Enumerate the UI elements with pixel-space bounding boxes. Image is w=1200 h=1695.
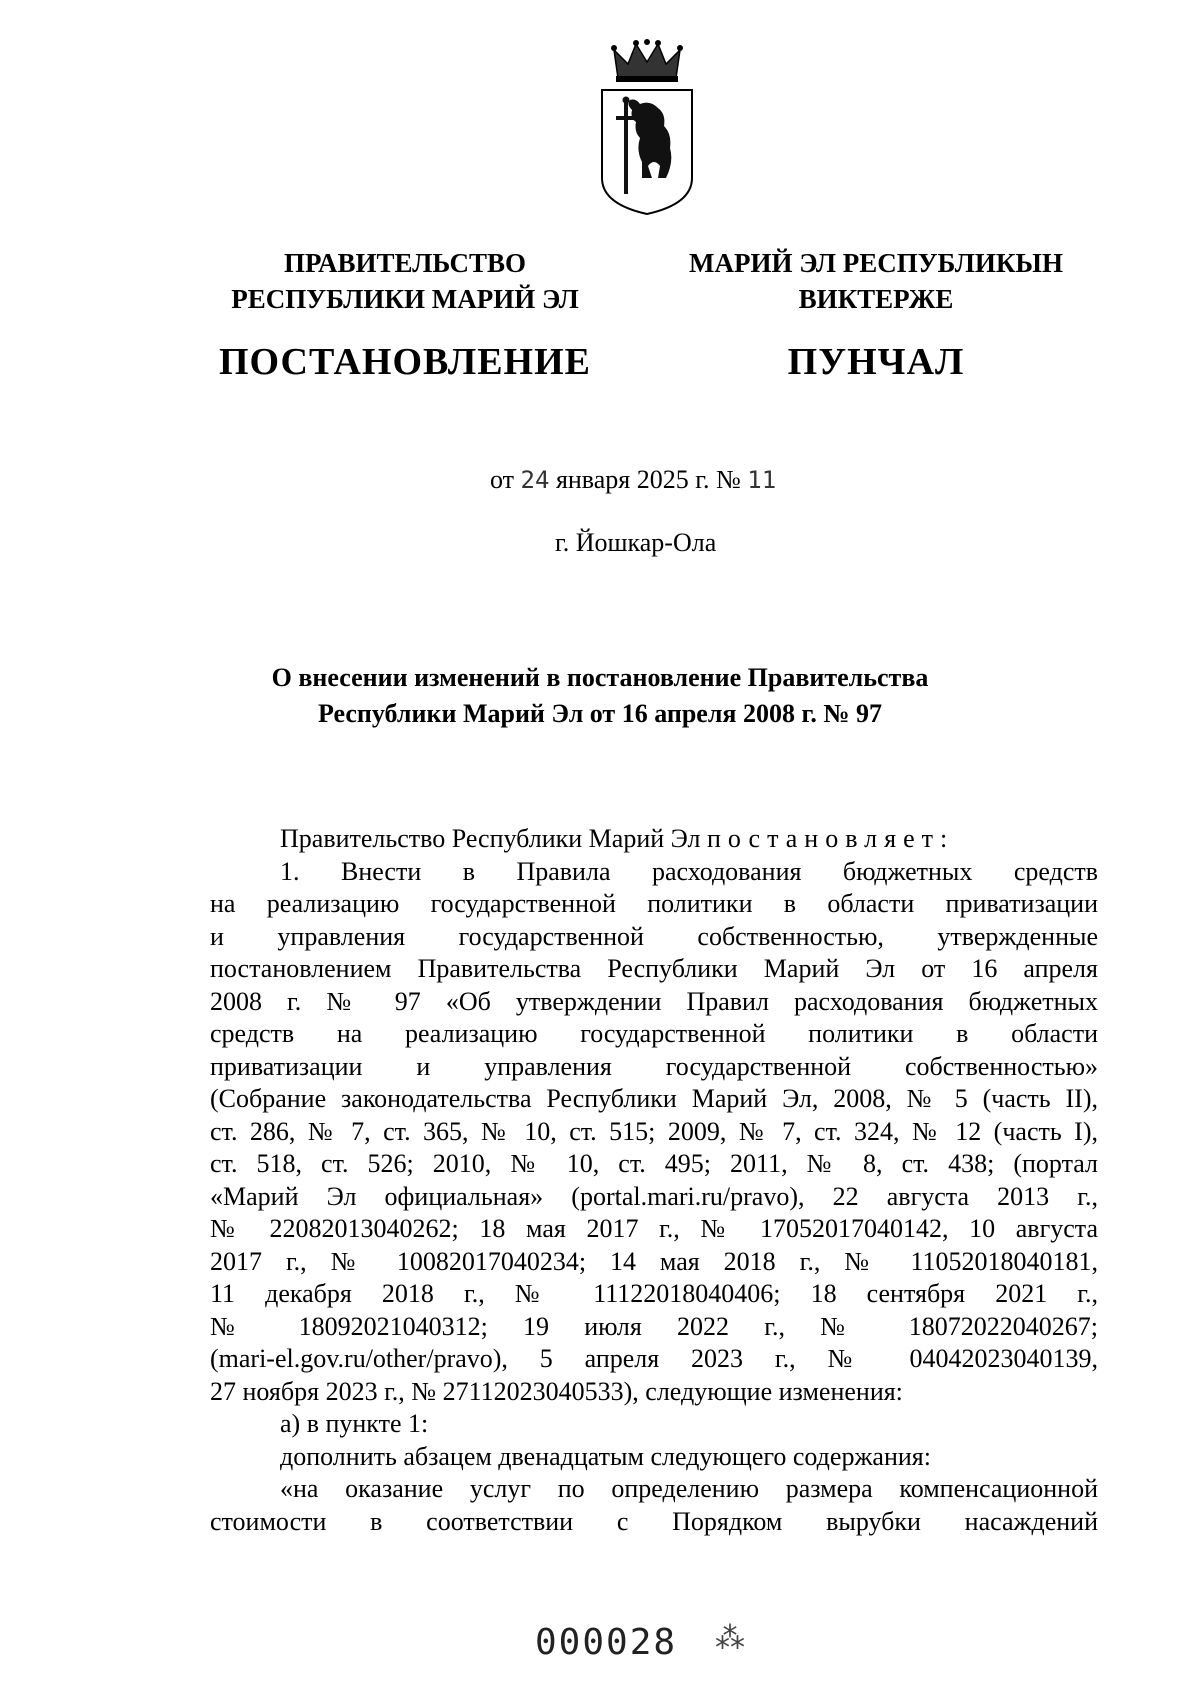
item1-line: на реализацию государственной политики в области приватизации [210,889,1098,918]
item1-line: ст. 518, ст. 526; 2010, № 10, ст. 495; 2011, № 8, ст. 438; (портал [210,1149,1098,1178]
item1-line: (mari-el.gov.ru/other/pravo), 5 апреля 2023 г., № 04042023040139, [210,1344,1098,1373]
intro-text: Правительство Республики Марий Эл [280,824,701,853]
item1-line: № 22082013040262; 18 мая 2017 г., № 17052017040142, 10 августа [210,1214,1098,1243]
title-line1: О внесении изменений в постановление Правительства [271,663,929,692]
document-body [210,823,1098,1538]
add-paragraph-instruction: дополнить абзацем двенадцатым следующего содержания: [280,1441,931,1471]
quote-line: стоимости в соответствии с Порядком вырубки насаждений [210,1506,1098,1536]
header-right-line1: МАРИЙ ЭЛ РЕСПУБЛИКЫН [689,248,1063,278]
coat-of-arms-emblem [596,38,698,218]
header-right [646,245,1106,385]
date-prefix: от [490,465,515,494]
header-right-line2: ВИКТЕРЖЕ [798,284,954,314]
header-right-doc-type: ПУНЧАЛ [787,341,965,383]
item1-line: постановлением Правительства Республики Марий Эл от 16 апреля [210,954,1098,983]
document-number: 11 [747,466,777,494]
item1-line: № 18092021040312; 19 июля 2022 г., № 18072022040267; [210,1311,1098,1341]
date-line [490,465,776,495]
intro-paragraph [210,823,1098,856]
item1-line: и управления государственной собственностью, утвержденные [210,921,1098,951]
item1-line: 1. Внести в Правила расходования бюджетных средств [280,856,1098,886]
date-day: 24 [520,466,550,494]
item1-line: (Собрание законодательства Республики Марий Эл, 2008, № 5 (часть II), [210,1084,1098,1113]
sheet-serial-number: 000028 [535,1622,678,1663]
item1-paragraph [210,856,1098,1409]
header-left-line1: ПРАВИТЕЛЬСТВО [283,248,527,278]
footer-mark: ⁂ [715,1621,745,1656]
item1-line: «Марий Эл официальная» (portal.mari.ru/pravo), 22 августа 2013 г., [210,1181,1098,1211]
item1-line: 27 ноября 2023 г., № 27112023040533), следующие изменения: [210,1376,903,1406]
header-left-doc-type: ПОСТАНОВЛЕНИЕ [218,341,592,383]
document-title [200,660,1000,732]
date-rest: января 2025 г. № [555,465,741,494]
item1-line: приватизации и управления государственной собственностью» [210,1051,1098,1081]
header-left [175,245,635,385]
intro-spaced-verb: постановляет: [706,824,955,853]
item1-line: средств на реализацию государственной политики в области [210,1019,1098,1048]
item1-line: 2008 г. № 97 «Об утверждении Правил расходования бюджетных [210,986,1098,1016]
item1-line: 2017 г., № 10082017040234; 14 мая 2018 г., № 11052018040181, [210,1246,1098,1276]
title-line2: Республики Марий Эл от 16 апреля 2008 г. № 97 [317,699,882,728]
quote-line: «на оказание услуг по определению размера компенсационной [280,1474,1098,1503]
quoted-text [210,1473,1098,1538]
city: г. Йошкар-Ола [555,528,717,557]
item1-line: 11 декабря 2018 г., № 11122018040406; 18 сентября 2021 г., [210,1279,1098,1308]
sub-item-a: а) в пункте 1: [280,1409,429,1438]
item1-line: ст. 286, № 7, ст. 365, № 10, ст. 515; 2009, № 7, ст. 324, № 12 (часть I), [210,1116,1098,1146]
header-left-line2: РЕСПУБЛИКИ МАРИЙ ЭЛ [231,284,579,314]
